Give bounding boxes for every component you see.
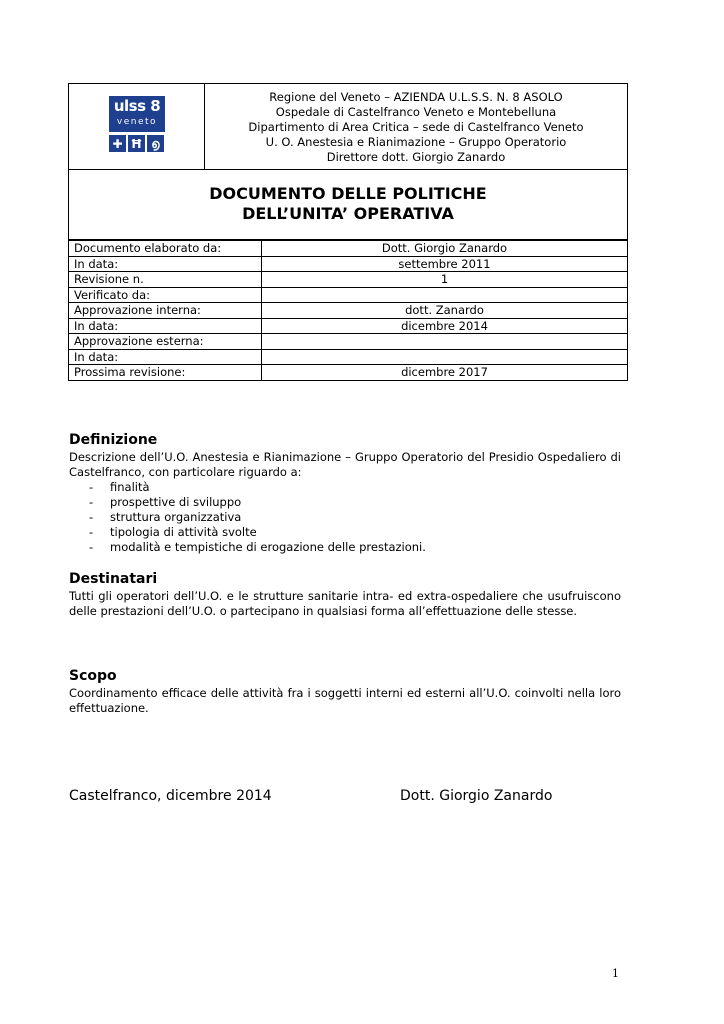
list-item: - struttura organizzativa <box>89 510 426 525</box>
logo-sub: veneto <box>116 117 158 127</box>
row-value <box>262 334 628 350</box>
table-row <box>69 303 628 319</box>
signature-place-date: Castelfranco, dicembre 2014 <box>69 788 272 804</box>
table-row <box>69 365 628 381</box>
row-value <box>262 349 628 365</box>
bed-icon: Ħ <box>128 135 145 152</box>
scopo-text: Coordinamento efficace delle attività fra i soggetti interni ed esterni all’U.O. coinvolti nella loro effettuazione. <box>69 686 621 715</box>
header-info <box>205 84 627 170</box>
row-label: In data: <box>69 349 262 365</box>
table-row <box>69 318 628 334</box>
signature-name: Dott. Giorgio Zanardo <box>400 788 553 804</box>
row-label: Prossima revisione: <box>69 365 262 381</box>
row-value: settembre 2011 <box>262 256 628 272</box>
table-row <box>69 241 628 257</box>
table-row <box>69 272 628 288</box>
header-line: Direttore dott. Giorgio Zanardo <box>326 150 506 164</box>
section-title-destinatari: Destinatari <box>69 571 158 587</box>
row-label: Verificato da: <box>69 287 262 303</box>
list-item: - finalità <box>89 480 426 495</box>
row-value: dicembre 2014 <box>262 318 628 334</box>
section-title-definizione: Definizione <box>69 432 158 448</box>
row-label: Approvazione interna: <box>69 303 262 319</box>
destinatari-text: Tutti gli operatori dell’U.O. e le strutture sanitarie intra- ed extra-ospedaliere che usufruiscono delle prestazioni dell’U.O. o partecipano in qualsiasi forma all’effettuazione delle stesse. <box>69 589 621 618</box>
row-value: Dott. Giorgio Zanardo <box>262 241 628 257</box>
row-value: dicembre 2017 <box>262 365 628 381</box>
header-line: Dipartimento di Area Critica – sede di Castelfranco Veneto <box>248 120 584 134</box>
swirl-icon: ൭ <box>147 135 164 152</box>
logo-cell <box>69 84 205 170</box>
document-title <box>69 184 627 224</box>
row-value <box>262 287 628 303</box>
row-value: dott. Zanardo <box>262 303 628 319</box>
title-line: DELL’UNITA’ OPERATIVA <box>242 204 454 223</box>
table-row <box>69 287 628 303</box>
table-row <box>69 256 628 272</box>
header-divider <box>69 169 627 170</box>
table-row <box>69 349 628 365</box>
row-label: In data: <box>69 318 262 334</box>
section-title-scopo: Scopo <box>69 668 117 684</box>
list-item: - prospettive di sviluppo <box>89 495 426 510</box>
list-item: - tipologia di attività svolte <box>89 525 426 540</box>
definizione-list <box>89 480 426 555</box>
document-header <box>68 83 628 240</box>
definizione-text: Descrizione dell’U.O. Anestesia e Rianimazione – Gruppo Operatorio del Presidio Ospedaliero di Castelfranco, con particolare riguardo a: <box>69 450 621 479</box>
ulss-logo <box>109 96 165 154</box>
row-label: Revisione n. <box>69 272 262 288</box>
title-line: DOCUMENTO DELLE POLITICHE <box>209 184 487 203</box>
logo-brand: ulss 8 <box>113 97 161 115</box>
header-line: Regione del Veneto – AZIENDA U.L.S.S. N. 8 ASOLO <box>269 90 563 104</box>
page-number: 1 <box>612 967 619 980</box>
row-label: In data: <box>69 256 262 272</box>
plus-icon: ✚ <box>109 135 126 152</box>
row-label: Approvazione esterna: <box>69 334 262 350</box>
header-line: U. O. Anestesia e Rianimazione – Gruppo Operatorio <box>265 135 567 149</box>
list-item: - modalità e tempistiche di erogazione delle prestazioni. <box>89 540 426 555</box>
row-value: 1 <box>262 272 628 288</box>
metadata-table <box>68 240 628 381</box>
row-label: Documento elaborato da: <box>69 241 262 257</box>
table-row <box>69 334 628 350</box>
header-line: Ospedale di Castelfranco Veneto e Montebelluna <box>275 105 557 119</box>
